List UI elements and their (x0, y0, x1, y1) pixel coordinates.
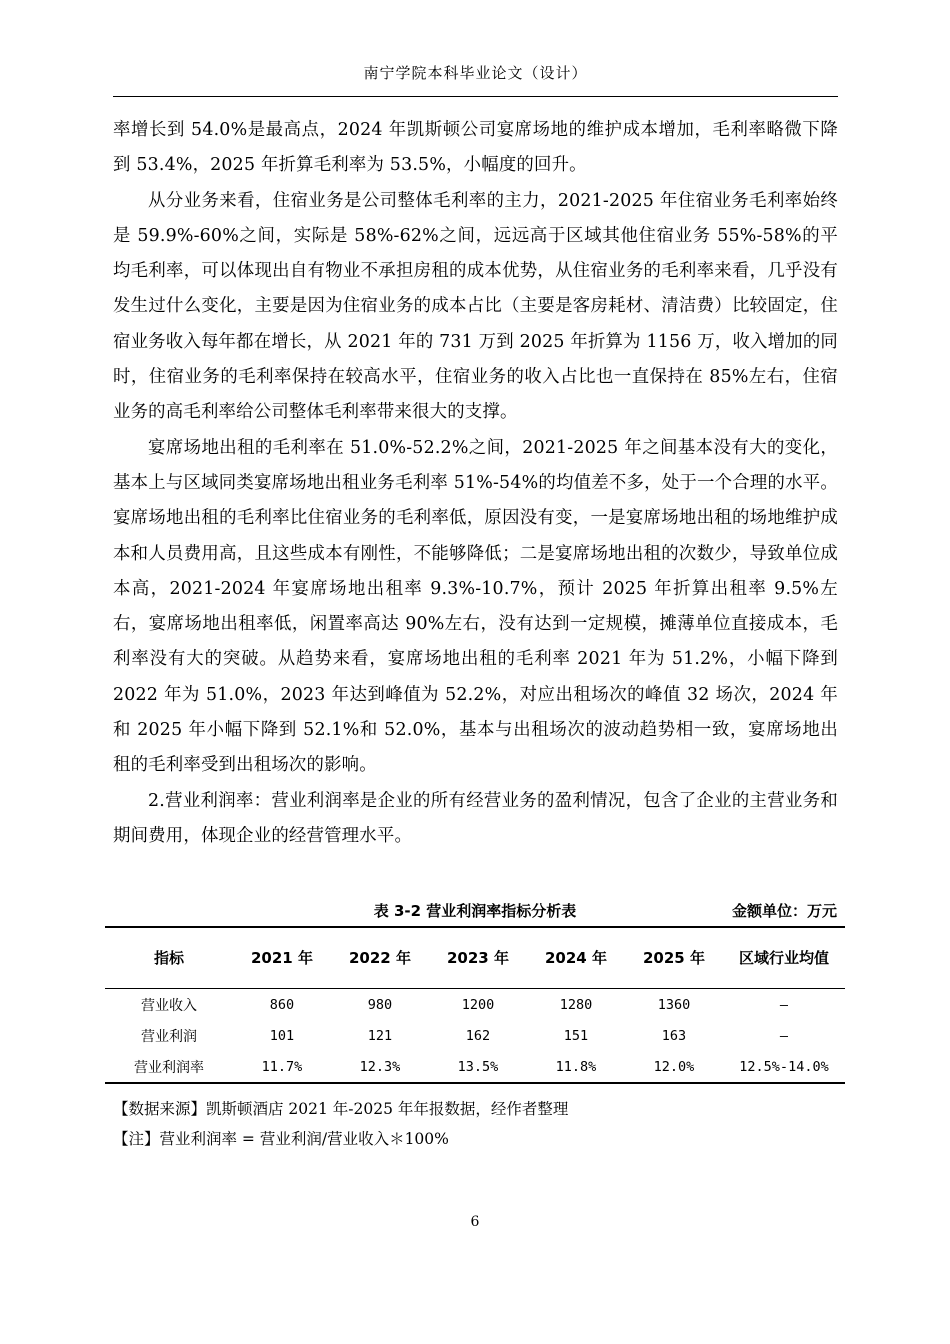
paragraph-1: 率增长到 54.0%是最高点，2024 年凯斯顿公司宴席场地的维护成本增加，毛利率略微下降到 53.4%，2025 年折算毛利率为 53.5%，小幅度的回升。 (113, 120, 838, 176)
operating-margin-table (105, 926, 845, 1084)
table-cell: 12.5%-14.0% (739, 1058, 829, 1075)
table-cell: 1280 (559, 996, 593, 1013)
table-cell: 121 (367, 1027, 393, 1044)
header-2025: 2025 年 (643, 949, 705, 967)
table-row (105, 989, 845, 1021)
row-label: 营业利润 (141, 1028, 197, 1045)
table-caption-row (105, 898, 845, 924)
table-cell: 860 (269, 996, 295, 1013)
table-caption: 表 3-2 营业利润率指标分析表 (373, 902, 577, 920)
header-2021: 2021 年 (251, 949, 313, 967)
table-cell: 1360 (657, 996, 691, 1013)
table-cell: 151 (563, 1027, 589, 1044)
header-divider (113, 96, 838, 97)
table-header-row (105, 927, 845, 989)
table-cell: – (779, 1027, 789, 1044)
table-cell: 13.5% (457, 1058, 499, 1075)
header-2024: 2024 年 (545, 949, 607, 967)
paragraph-3: 宴席场地出租的毛利率在 51.0%-52.2%之间，2021-2025 年之间基本没有大的变化，基本上与区域同类宴席场地出租业务毛利率 51%-54%的均值差不多，处于一个合理的水平。宴席场地出租的毛利率比住宿业务的毛利率低，原因没有变，一是宴席场地出租的场地维护成本和人员费用高，且这些成本有刚性，不能够降低；二是宴席场地出租的次数少，导致单位成本高，2021-2024 年宴席场地出租率 9.3%-10.7%，预计 2025 年折算出租率 9.5%左右，宴席场地出租率低，闲置率高达 90%左右，没有达到一定规模，摊薄单位直接成本，毛利率没有大的突破。从趋势来看，宴席场地出租的毛利率 2021 年为 51.2%，小幅下降到 2022 年为 51.0%，2023 年达到峰值为 52.2%，对应出租场次的峰值 32 场次，2024 年和 2025 年小幅下降到 52.1%和 52.0%，基本与出租场次的波动趋势相一致，宴席场地出租的毛利率受到出租场次的影响。 (113, 437, 838, 776)
paragraph-2: 从分业务来看，住宿业务是公司整体毛利率的主力，2021-2025 年住宿业务毛利率始终是 59.9%-60%之间，实际是 58%-62%之间，远远高于区域其他住宿业务 55%-58%的平均毛利率，可以体现出自有物业不承担房租的成本优势，从住宿业务的毛利率来看，几乎没有发生过什么变化，主要是因为住宿业务的成本占比（主要是客房耗材、清洁费）比较固定，住宿业务收入每年都在增长，从 2021 年的 731 万到 2025 年折算为 1156 万，收入增加的同时，住宿业务的毛利率保持在较高水平，住宿业务的收入占比也一直保持在 85%左右，住宿业务的高毛利率给公司整体毛利率带来很大的支撑。 (113, 190, 838, 423)
table-cell: 101 (269, 1027, 295, 1044)
table-row (105, 1051, 845, 1083)
header-2022: 2022 年 (349, 949, 411, 967)
header-indicator: 指标 (153, 949, 184, 967)
table-cell: 11.8% (555, 1058, 597, 1075)
page-header-title: 南宁学院本科毕业论文（设计） (363, 64, 588, 82)
table-cell: 12.3% (359, 1058, 401, 1075)
table-unit: 金额单位：万元 (731, 902, 837, 920)
table-cell: 11.7% (261, 1058, 303, 1075)
formula-note: 【注】营业利润率 = 营业利润/营业收入＊100% (113, 1130, 449, 1148)
table-cell: – (779, 996, 789, 1013)
body-text (113, 113, 838, 854)
table-cell: 163 (661, 1027, 687, 1044)
data-source-note: 【数据来源】凯斯顿酒店 2021 年-2025 年年报数据，经作者整理 (113, 1100, 569, 1118)
table-cell: 12.0% (653, 1058, 695, 1075)
header-industry-average: 区域行业均值 (738, 949, 829, 967)
table-cell: 1200 (461, 996, 495, 1013)
header-2023: 2023 年 (447, 949, 509, 967)
paragraph-4: 2.营业利润率：营业利润率是企业的所有经营业务的盈利情况，包含了企业的主营业务和期间费用，体现企业的经营管理水平。 (113, 790, 838, 846)
table-cell: 980 (367, 996, 393, 1013)
table-cell: 162 (465, 1027, 491, 1044)
row-label: 营业收入 (141, 997, 197, 1014)
table-row (105, 1020, 845, 1051)
row-label: 营业利润率 (134, 1059, 204, 1076)
page-number: 6 (470, 1214, 480, 1230)
